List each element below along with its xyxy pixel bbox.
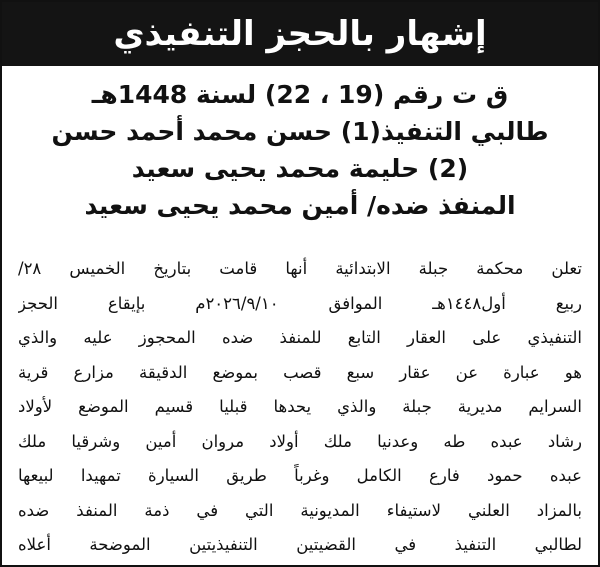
body-line: هو عبارة عن عقار سبع قصب بموضع الدقيقة مزارع قرية — [18, 362, 582, 382]
body-line: لطالبي التنفيذ في القضيتين التنفيذيتين الموضحة أعلاه — [18, 535, 582, 554]
body-line: التنفيذي على العقار التابع للمنفذ ضده المحجوز عليه والذي — [18, 328, 582, 347]
body-line: ربيع أول١٤٤٨هـ الموافق ٢٠٢٦/٩/١٠م بإيقاع الحجز — [18, 293, 582, 313]
case-headings — [18, 76, 582, 224]
body-line: عبده حمود فارع الكامل وغرباً طريق السيارة تمهيدا لبيعها — [18, 466, 582, 485]
body-line: السرايم مديرية جبلة والذي يحدها قبليا قسيم الموضع لأولاد — [18, 397, 582, 416]
notice-title: إشهار بالحجز التنفيذي — [113, 14, 487, 54]
claimant-1: طالبي التنفيذ(1) حسن محمد أحمد حسن — [51, 117, 549, 146]
notice-body — [18, 252, 582, 563]
defendant: المنفذ ضده/ أمين محمد يحيى سعيد — [84, 191, 516, 220]
body-line: تعلن محكمة جبلة الابتدائية أنها قامت بتاريخ الخميس ٢٨/ — [18, 259, 582, 278]
body-line: رشاد عبده طه وعدنيا ملك أولاد مروان أمين وشرقيا ملك — [18, 431, 582, 451]
title-bar — [2, 2, 598, 66]
case-number: ق ت رقم (19 ، 22) لسنة 1448هـ — [91, 80, 509, 109]
body-line: بالمزاد العلني لاستيفاء المديونية التي في ذمة المنفذ ضده — [18, 500, 582, 520]
claimant-2: (2) حليمة محمد يحيى سعيد — [131, 154, 469, 183]
